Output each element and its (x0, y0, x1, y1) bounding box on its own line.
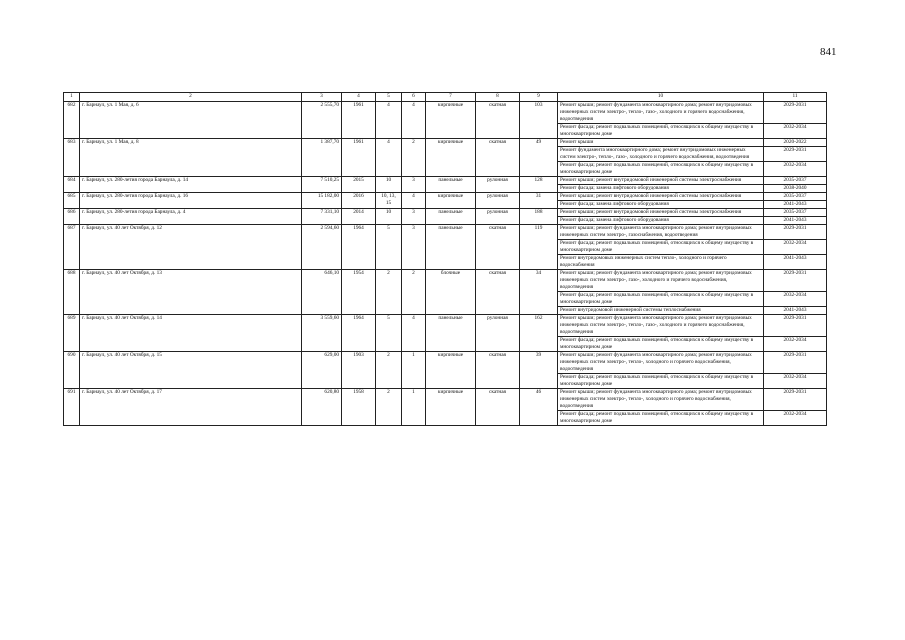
work-term: 2029-2031 (764, 270, 827, 292)
building-address: г. Барнаул, ул. 280-летия города Барнаула, д. 14 (80, 177, 302, 193)
work-description: Ремонт внутридомовых инженерных систем тепло-, холодного и горячего водоснабжения (558, 255, 764, 270)
row-number: 682 (64, 102, 80, 139)
work-term: 2041-2043 (764, 307, 827, 315)
building-area: 7 331,10 (302, 209, 342, 225)
work-description: Ремонт фасада; ремонт подвальных помещений, относящихся к общему имуществу в многоквартирном доме (558, 162, 764, 177)
building-address: г. Барнаул, ул. 40 лет Октября, д. 15 (80, 352, 302, 389)
work-description: Ремонт крыши; ремонт фундамента многоквартирного дома; ремонт внутридомовых инженерных систем электро-, тепло-, холодного и горячего водоснабжения, водоотведения (558, 389, 764, 411)
floor-count: 10 (376, 177, 402, 193)
column-header: 3 (302, 93, 342, 102)
floor-count: 4 (376, 102, 402, 139)
wall-material: кирпичные (426, 352, 476, 389)
work-description: Ремонт фасада; ремонт подвальных помещений, относящихся к общему имуществу в многоквартирном доме (558, 374, 764, 389)
work-description: Ремонт крыши (558, 139, 764, 147)
table-row (64, 352, 827, 374)
construction-year: 1961 (342, 139, 376, 177)
table-row (64, 177, 827, 185)
work-term: 2041-2043 (764, 217, 827, 225)
table-row (64, 315, 827, 337)
roof-type: скатная (476, 139, 520, 177)
roof-type: скатная (476, 352, 520, 389)
floor-count: 4 (376, 139, 402, 177)
construction-year: 1964 (342, 225, 376, 270)
construction-year: 1903 (342, 352, 376, 389)
row-number: 691 (64, 389, 80, 426)
row-number: 687 (64, 225, 80, 270)
table-row (64, 193, 827, 201)
work-term: 2029-2031 (764, 102, 827, 124)
resident-count: 119 (520, 225, 558, 270)
construction-year: 2016 (342, 193, 376, 209)
column-header: 10 (558, 93, 764, 102)
wall-material: кирпичные (426, 139, 476, 177)
roof-type: рулонная (476, 193, 520, 209)
resident-count: 39 (520, 352, 558, 389)
resident-count: 103 (520, 102, 558, 139)
work-term: 2029-2031 (764, 352, 827, 374)
row-number: 686 (64, 209, 80, 225)
floor-count: 5 (376, 225, 402, 270)
table-row (64, 225, 827, 240)
work-description: Ремонт крыши; ремонт внутридомовой инженерной системы электроснабжения (558, 193, 764, 201)
floor-count: 2 (376, 270, 402, 315)
construction-year: 1954 (342, 270, 376, 315)
work-term: 2035-2037 (764, 193, 827, 201)
work-description: Ремонт фасада; замена лифтового оборудования (558, 185, 764, 193)
wall-material: панельные (426, 177, 476, 193)
building-address: г. Барнаул, ул. 1 Мая, д. 6 (80, 102, 302, 139)
work-description: Ремонт крыши; ремонт внутридомовой инженерной системы электроснабжения (558, 177, 764, 185)
floor-count: 10, 13, 15 (376, 193, 402, 209)
work-description: Ремонт крыши; ремонт фундамента многоквартирного дома; ремонт внутридомовых инженерных систем электро-, тепло-, холодного и горячего водоснабжения, водоотведения (558, 352, 764, 374)
work-term: 2038-2040 (764, 185, 827, 193)
building-address: г. Барнаул, ул. 40 лет Октября, д. 13 (80, 270, 302, 315)
resident-count: 31 (520, 193, 558, 209)
wall-material: кирпичные (426, 193, 476, 209)
row-number: 688 (64, 270, 80, 315)
work-term: 2032-2034 (764, 411, 827, 426)
roof-type: рулонная (476, 177, 520, 193)
column-header: 11 (764, 93, 827, 102)
work-description: Ремонт внутридомовой инженерной системы теплоснабжения (558, 307, 764, 315)
table-row (64, 389, 827, 411)
work-term: 2029-2031 (764, 315, 827, 337)
roof-type: скатная (476, 389, 520, 426)
entrance-count: 1 (402, 352, 426, 389)
page-number: 841 (820, 46, 837, 58)
roof-type: рулонная (476, 315, 520, 352)
table-row (64, 102, 827, 124)
construction-year: 2014 (342, 209, 376, 225)
wall-material: панельные (426, 315, 476, 352)
roof-type: скатная (476, 102, 520, 139)
wall-material: блочные (426, 270, 476, 315)
entrance-count: 4 (402, 193, 426, 209)
column-header: 4 (342, 93, 376, 102)
work-description: Ремонт крыши; ремонт фундамента многоквартирного дома; ремонт внутридомовых инженерных систем электро-, тепло-, газо-, холодного и горячего водоснабжения, водоотведения (558, 102, 764, 124)
roof-type: скатная (476, 270, 520, 315)
column-header: 2 (80, 93, 302, 102)
building-address: г. Барнаул, ул. 40 лет Октября, д. 12 (80, 225, 302, 270)
table-row (64, 139, 827, 147)
column-header: 1 (64, 93, 80, 102)
work-term: 2020-2022 (764, 139, 827, 147)
column-header: 8 (476, 93, 520, 102)
building-address: г. Барнаул, ул. 1 Мая, д. 8 (80, 139, 302, 177)
row-number: 689 (64, 315, 80, 352)
entrance-count: 4 (402, 315, 426, 352)
building-area: 7 510,25 (302, 177, 342, 193)
work-description: Ремонт крыши; ремонт фундамента многоквартирного дома; ремонт внутридомовых инженерных систем электро-, газо-, холодного и горячего водоснабжения, водоотведения (558, 270, 764, 292)
building-area: 3 559,60 (302, 315, 342, 352)
work-term: 2035-2037 (764, 177, 827, 185)
resident-count: 46 (520, 389, 558, 426)
entrance-count: 3 (402, 225, 426, 270)
work-term: 2029-2031 (764, 225, 827, 240)
entrance-count: 2 (402, 139, 426, 177)
entrance-count: 3 (402, 177, 426, 193)
building-area: 620,80 (302, 389, 342, 426)
resident-count: 162 (520, 315, 558, 352)
construction-year: 1964 (342, 315, 376, 352)
work-description: Ремонт фасада; ремонт подвальных помещений, относящихся к общему имуществу в многоквартирном доме (558, 411, 764, 426)
work-description: Ремонт фасада; замена лифтового оборудования (558, 201, 764, 209)
building-area: 2 555,70 (302, 102, 342, 139)
column-number-row (64, 93, 827, 102)
work-description: Ремонт крыши; ремонт фундамента многоквартирного дома; ремонт внутридомовых инженерных систем электро-, тепло-, газо-, холодного и горячего водоснабжения, водоотведения (558, 315, 764, 337)
row-number: 690 (64, 352, 80, 389)
column-header: 9 (520, 93, 558, 102)
entrance-count: 4 (402, 102, 426, 139)
work-term: 2032-2034 (764, 162, 827, 177)
capital-repair-table (63, 92, 827, 426)
work-term: 2029-2031 (764, 389, 827, 411)
construction-year: 1961 (342, 102, 376, 139)
construction-year: 1958 (342, 389, 376, 426)
floor-count: 2 (376, 389, 402, 426)
resident-count: 128 (520, 177, 558, 193)
resident-count: 34 (520, 270, 558, 315)
work-term: 2041-2043 (764, 255, 827, 270)
column-header: 7 (426, 93, 476, 102)
wall-material: кирпичные (426, 102, 476, 139)
work-term: 2032-2034 (764, 337, 827, 352)
floor-count: 10 (376, 209, 402, 225)
construction-year: 2015 (342, 177, 376, 193)
table-body (64, 102, 827, 426)
work-description: Ремонт фундамента многоквартирного дома; ремонт внутридомовых инженерных систем электро-, тепло-, газо-, холодного и горячего водоснабжения, водоотведения (558, 147, 764, 162)
column-header: 6 (402, 93, 426, 102)
roof-type: скатная (476, 225, 520, 270)
wall-material: панельные (426, 209, 476, 225)
work-term: 2029-2031 (764, 147, 827, 162)
work-description: Ремонт фасада; ремонт подвальных помещений, относящихся к общему имуществу в многоквартирном доме (558, 292, 764, 307)
building-address: г. Барнаул, ул. 280-летия города Барнаула, д. 4 (80, 209, 302, 225)
building-area: 646,10 (302, 270, 342, 315)
resident-count: 188 (520, 209, 558, 225)
work-term: 2032-2034 (764, 240, 827, 255)
floor-count: 5 (376, 315, 402, 352)
table-row (64, 209, 827, 217)
building-address: г. Барнаул, ул. 280-летия города Барнаула, д. 16 (80, 193, 302, 209)
building-area: 2 594,60 (302, 225, 342, 270)
building-area: 629,00 (302, 352, 342, 389)
work-description: Ремонт фасада; ремонт подвальных помещений, относящихся к общему имуществу в многоквартирном доме (558, 337, 764, 352)
building-area: 15 182,00 (302, 193, 342, 209)
work-term: 2032-2034 (764, 374, 827, 389)
building-address: г. Барнаул, ул. 40 лет Октября, д. 14 (80, 315, 302, 352)
work-term: 2035-2037 (764, 209, 827, 217)
wall-material: кирпичные (426, 389, 476, 426)
work-term: 2041-2043 (764, 201, 827, 209)
table-row (64, 270, 827, 292)
row-number: 684 (64, 177, 80, 193)
work-description: Ремонт фасада; ремонт подвальных помещений, относящихся к общему имуществу в многоквартирном доме (558, 124, 764, 139)
floor-count: 2 (376, 352, 402, 389)
wall-material: панельные (426, 225, 476, 270)
work-description: Ремонт крыши; ремонт фундамента многоквартирного дома; ремонт внутридомовых инженерных систем электро-, газоснабжения, водоотведения (558, 225, 764, 240)
entrance-count: 3 (402, 209, 426, 225)
work-term: 2032-2034 (764, 124, 827, 139)
building-area: 1 387,70 (302, 139, 342, 177)
entrance-count: 1 (402, 389, 426, 426)
roof-type: рулонная (476, 209, 520, 225)
row-number: 683 (64, 139, 80, 177)
row-number: 685 (64, 193, 80, 209)
work-description: Ремонт крыши; ремонт внутридомовой инженерной системы электроснабжения (558, 209, 764, 217)
work-term: 2032-2034 (764, 292, 827, 307)
building-address: г. Барнаул, ул. 40 лет Октября, д. 17 (80, 389, 302, 426)
resident-count: 49 (520, 139, 558, 177)
column-header: 5 (376, 93, 402, 102)
entrance-count: 2 (402, 270, 426, 315)
work-description: Ремонт фасада; замена лифтового оборудования (558, 217, 764, 225)
work-description: Ремонт фасада; ремонт подвальных помещений, относящихся к общему имуществу в многоквартирном доме (558, 240, 764, 255)
